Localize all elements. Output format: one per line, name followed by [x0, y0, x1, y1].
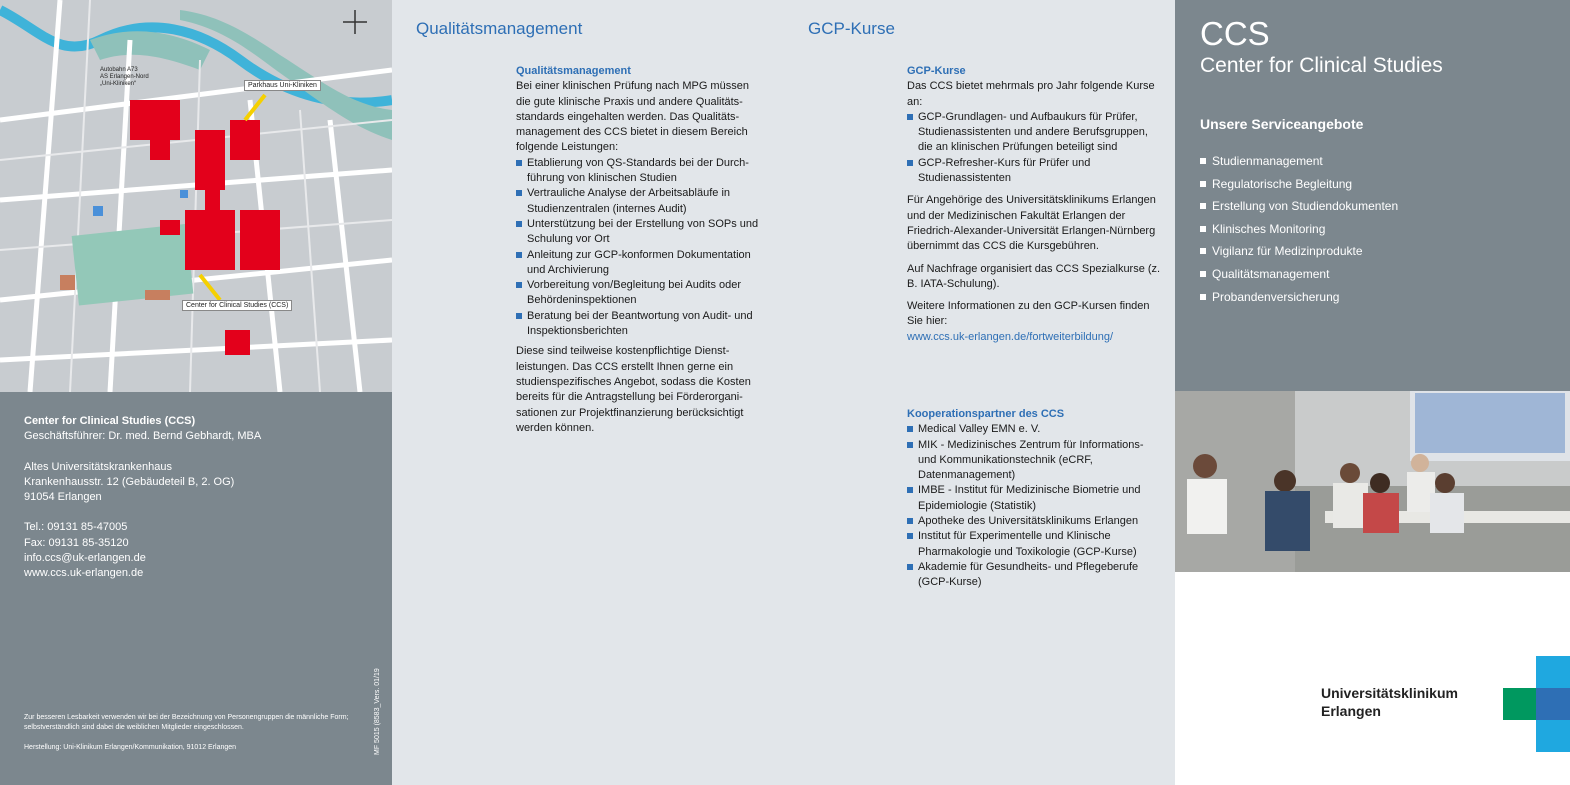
footnote [24, 713, 364, 753]
map-graphic [0, 0, 392, 392]
classroom-photo [1175, 391, 1570, 572]
list-item: Institut für Experimentelle und Klinische Pharmakologie und Toxikologie (GCP-Kurse) [907, 529, 1162, 560]
list-item: GCP-Grundlagen- und Aufbaukurs für Prüfer, Studienassistenten und andere Berufsgruppen, die an klinischen Prüfungen beteiligt sind [907, 110, 1162, 156]
cover-title: CCS [1200, 15, 1270, 52]
list-item: Vorbereitung von/Begleitung bei Audits oder Behördeninspektionen [516, 278, 766, 309]
photo-illustration [1175, 391, 1570, 572]
list-item: Unterstützung bei der Erstellung von SOPs und Schulung vor Ort [516, 217, 766, 248]
cover-subtitle: Center for Clinical Studies [1200, 54, 1443, 77]
list-item: MIK - Medizinisches Zentrum für Informations- und Kommunikationstechnik (eCRF, Datenmanagement) [907, 438, 1162, 484]
list-item: Qualitätsmanagement [1200, 263, 1398, 286]
gcp-p2: Auf Nachfrage organisiert das CCS Spezialkurse (z. B. IATA-Schulung). [907, 262, 1161, 290]
map-label-parkhaus: Parkhaus Uni-Kliniken [244, 80, 321, 91]
gcp-p1: Für Angehörige des Universitätsklinikums Erlangen und der Medizinischen Fakultät Erlangen der Friedrich-Alexander-Universität Erlangen-Nürnberg übernimmt das CCS die Kursgebühren. [907, 194, 1156, 253]
qm-intro: Bei einer klinischen Prüfung nach MPG müssen die gute klinische Praxis und andere Qualitäts-standards eingehalten werden. Das Qualitäts-management des CCS bietet in diesem Bereich folgende Leistungen: [516, 80, 749, 154]
list-item: Vigilanz für Medizinprodukte [1200, 240, 1398, 263]
list-item: Etablierung von QS-Standards bei der Durch-führung von klinischen Studien [516, 156, 766, 187]
gcp-column [907, 64, 1162, 345]
qm-outro: Diese sind teilweise kostenpflichtige Dienst-leistungen. Das CCS erstellt Ihnen gerne ein studienspezifisches Angebot, sodass die Kosten bereits für die Antragstellung bei Förderorgani-sationen zur Projektfinanzierung berücksichtigt werden können. [516, 345, 751, 434]
list-item: Akademie für Gesundheits- und Pflegeberufe (GCP-Kurse) [907, 560, 1162, 591]
contact-address-2: Krankenhausstr. 12 (Gebäudeteil B, 2. OG) [24, 475, 235, 488]
list-item: Medical Valley EMN e. V. [907, 422, 1162, 437]
list-item: Erstellung von Studiendokumenten [1200, 195, 1398, 218]
list-item: Probandenversicherung [1200, 286, 1398, 309]
contact-block [24, 414, 364, 582]
logo-line-2: Erlangen [1321, 703, 1381, 719]
list-item: Apotheke des Universitätsklinikums Erlangen [907, 514, 1162, 529]
list-item: Vertrauliche Analyse der Arbeitsabläufe in Studienzentralen (internes Audit) [516, 186, 766, 217]
campus-map [0, 0, 392, 392]
back-panel [0, 0, 392, 785]
qm-heading: Qualitätsmanagement [416, 19, 583, 38]
contact-fax: Fax: 09131 85-35120 [24, 536, 129, 549]
contact-web[interactable]: www.ccs.uk-erlangen.de [24, 567, 144, 580]
logo-area [1175, 572, 1570, 785]
list-item: Beratung bei der Beantwortung von Audit- und Inspektionsberichten [516, 309, 766, 340]
list-item: Studienmanagement [1200, 150, 1398, 173]
list-item: Klinisches Monitoring [1200, 218, 1398, 241]
gcp-intro: Das CCS bietet mehrmals pro Jahr folgende Kurse an: [907, 80, 1155, 108]
logo-line-1: Universitätsklinikum [1321, 685, 1458, 701]
contact-address-1: Altes Universitätskrankenhaus [24, 460, 172, 473]
partners-subhead: Kooperationspartner des CCS [907, 408, 1065, 420]
gcp-subhead: GCP-Kurse [907, 65, 966, 77]
print-code: MF 5015 (8583_Vers. 01/19 [374, 668, 381, 755]
list-item: IMBE - Institut für Medizinische Biometrie und Epidemiologie (Statistik) [907, 483, 1162, 514]
partners-column [907, 407, 1162, 591]
footnote-production: Herstellung: Uni-Klinikum Erlangen/Kommunikation, 91012 Erlangen [24, 744, 237, 751]
list-item: Anleitung zur GCP-konformen Dokumentation und Archivierung [516, 248, 766, 279]
services-list [1200, 150, 1398, 308]
map-label-autobahn: Autobahn A73 AS Erlangen-Nord „Uni-Kliniken“ [100, 67, 149, 87]
cover-panel [1175, 0, 1570, 391]
logo-text [1321, 684, 1458, 720]
footnote-gender: Zur besseren Lesbarkeit verwenden wir bei der Bezeichnung von Personengruppen die männliche Form; selbstverständlich sind dabei die weiblichen Mitglieder eingeschlossen. [24, 714, 349, 731]
partners-list [907, 422, 1162, 590]
gcp-heading: GCP-Kurse [808, 19, 895, 38]
contact-address-3: 91054 Erlangen [24, 491, 102, 504]
qm-list [516, 156, 766, 340]
list-item: Regulatorische Begleitung [1200, 173, 1398, 196]
qm-column [516, 64, 766, 436]
gcp-list [907, 110, 1162, 186]
contact-org: Center for Clinical Studies (CCS) [24, 415, 196, 427]
list-item: GCP-Refresher-Kurs für Prüfer und Studienassistenten [907, 156, 1162, 187]
services-heading: Unsere Serviceangebote [1200, 116, 1364, 132]
contact-manager: Geschäftsführer: Dr. med. Bernd Gebhardt, MBA [24, 430, 262, 443]
gcp-p3: Weitere Informationen zu den GCP-Kursen finden Sie hier: [907, 300, 1150, 328]
logo-mark-icon [1503, 656, 1570, 752]
contact-email[interactable]: info.ccs@uk-erlangen.de [24, 552, 146, 565]
map-label-ccs: Center for Clinical Studies (CCS) [182, 300, 292, 311]
qm-subhead: Qualitätsmanagement [516, 65, 631, 77]
contact-tel: Tel.: 09131 85-47005 [24, 521, 128, 534]
gcp-link[interactable]: www.ccs.uk-erlangen.de/fortweiterbildung/ [907, 330, 1114, 343]
